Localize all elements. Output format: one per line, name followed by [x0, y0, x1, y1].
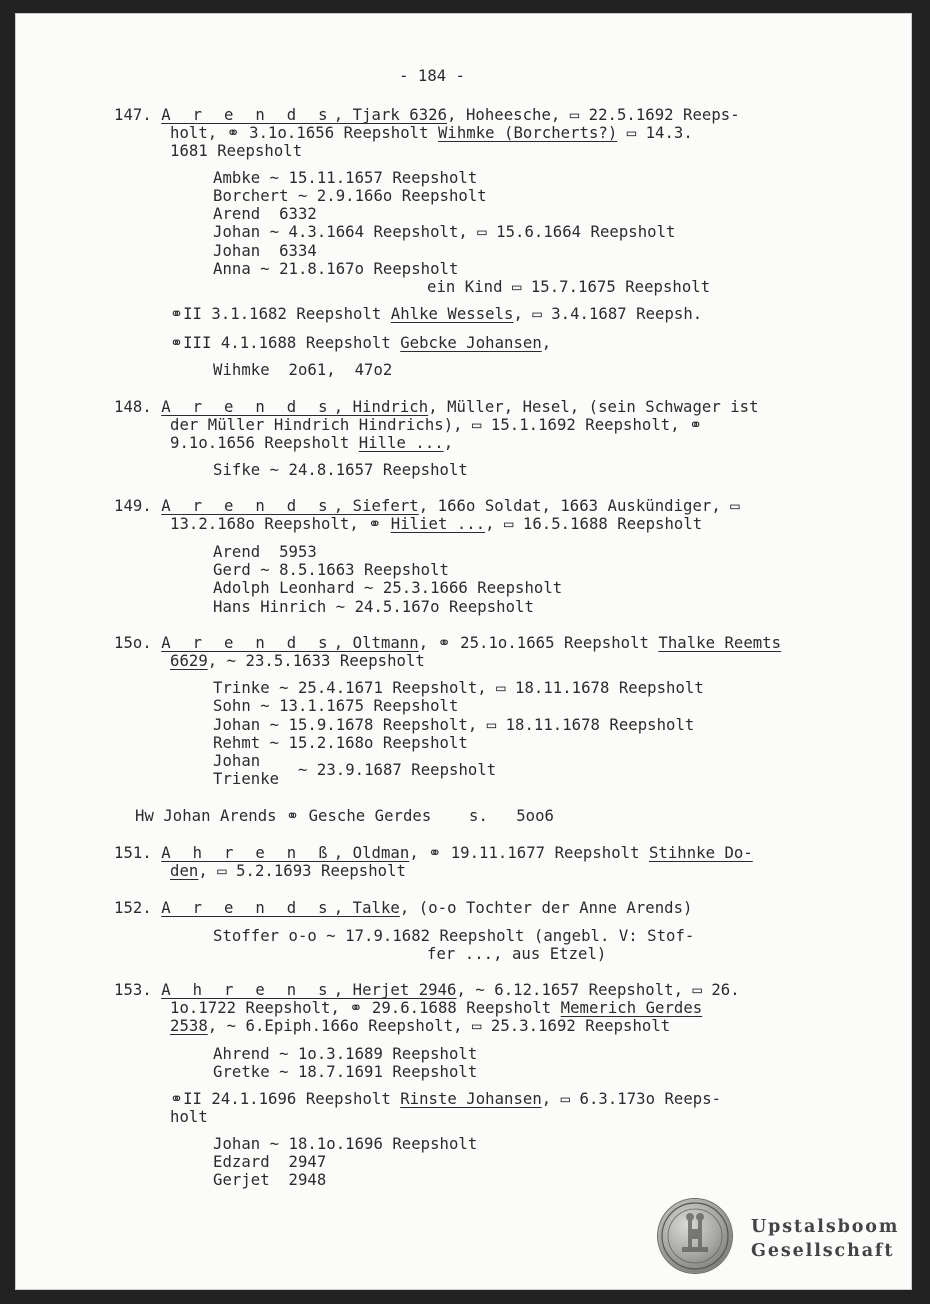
child-line: Ahrend ~ 1o.3.1689 Reepsholt: [213, 1045, 478, 1063]
child-line: Hans Hinrich ~ 24.5.167o Reepsholt: [213, 598, 534, 616]
cross-reference-note: Hw Johan Arends ⚭ Gesche Gerdes s. 5oo6: [135, 807, 554, 825]
entry-151-line-2: den, ▭ 5.2.1693 Reepsholt: [170, 862, 406, 880]
spouse-name: Ahlke Wessels: [390, 305, 514, 323]
child-line: ein Kind ▭ 15.7.1675 Reepsholt: [427, 278, 711, 296]
child-line: Trienke: [213, 770, 280, 788]
spouse-name: den: [170, 862, 199, 880]
spouse-name: Hiliet ...: [390, 515, 486, 533]
child-line: Trinke ~ 25.4.1671 Reepsholt, ▭ 18.11.1678 Reepsholt: [213, 679, 704, 697]
marriage-line: ⚭II 3.1.1682 Reepsholt Ahlke Wessels, ▭ 3.4.1687 Reepsh.: [170, 305, 703, 323]
entry-148-line-1: 148. A r e n d s, Hindrich, Müller, Hesel, (sein Schwager ist: [114, 398, 759, 416]
entry-150-line-2: 6629, ~ 23.5.1633 Reepsholt: [170, 652, 425, 670]
society-seal-icon: [658, 1199, 732, 1273]
spouse-name: 6629: [170, 652, 208, 670]
spouse-name: Hille ...: [358, 434, 444, 452]
marriage-line: ⚭III 4.1.1688 Reepsholt Gebcke Johansen,: [170, 334, 552, 352]
child-line: Ambke ~ 15.11.1657 Reepsholt: [213, 169, 478, 187]
child-line: Gerd ~ 8.5.1663 Reepsholt: [213, 561, 449, 579]
child-line: Johan ~ 18.1o.1696 Reepsholt: [213, 1135, 478, 1153]
child-line: Johan ~ 15.9.1678 Reepsholt, ▭ 18.11.1678 Reepsholt: [213, 716, 695, 734]
spouse-name: Gebcke Johansen: [400, 334, 542, 352]
entry-151-line-1: 151. A h r e n ß, Oldman, ⚭ 19.11.1677 Reepsholt Stihnke Do-: [114, 844, 753, 862]
spouse-name: Rinste Johansen: [400, 1090, 542, 1108]
entry-147-line-2: holt, ⚭ 3.1o.1656 Reepsholt Wihmke (Borcherts?) ▭ 14.3.: [170, 124, 693, 142]
child-line: Edzard 2947: [213, 1153, 327, 1171]
entry-147-line-1: 147. A r e n d s, Tjark 6326, Hoheesche, ▭ 22.5.1692 Reeps-: [114, 106, 740, 124]
child-line: Stoffer o-o ~ 17.9.1682 Reepsholt (angebl. V: Stof-: [213, 927, 695, 945]
marriage-line-2: holt: [170, 1108, 208, 1126]
child-line: Anna ~ 21.8.167o Reepsholt: [213, 260, 459, 278]
marriage-line: ⚭II 24.1.1696 Reepsholt Rinste Johansen, ▭ 6.3.173o Reeps-: [170, 1090, 722, 1108]
child-line: ~ 23.9.1687 Reepsholt: [298, 761, 497, 779]
logo-text-line-1: Upstalsboom: [751, 1217, 900, 1237]
entry-153-line-3: 2538, ~ 6.Epiph.166o Reepsholt, ▭ 25.3.1692 Reepsholt: [170, 1017, 671, 1035]
entry-149-line-1: 149. A r e n d s, Siefert, 166o Soldat, 1663 Auskündiger, ▭: [114, 497, 740, 515]
spouse-name: Stihnke Do-: [648, 844, 753, 862]
child-line: Arend 6332: [213, 205, 317, 223]
spouse-name: Memerich Gerdes: [560, 999, 703, 1017]
child-line: Sohn ~ 13.1.1675 Reepsholt: [213, 697, 459, 715]
entry-152-line-1: 152. A r e n d s, Talke, (o-o Tochter der Anne Arends): [114, 899, 693, 917]
entry-153-line-1: 153. A h r e n s, Herjet 2946, ~ 6.12.1657 Reepsholt, ▭ 26.: [114, 981, 740, 999]
child-line: fer ..., aus Etzel): [427, 945, 607, 963]
child-line: Rehmt ~ 15.2.168o Reepsholt: [213, 734, 468, 752]
document-page: [15, 13, 912, 1290]
entry-153-line-2: 1o.1722 Reepsholt, ⚭ 29.6.1688 Reepsholt Memerich Gerdes: [170, 999, 703, 1017]
page-number: - 184 -: [399, 67, 466, 85]
child-line: Adolph Leonhard ~ 25.3.1666 Reepsholt: [213, 579, 563, 597]
child-line: Johan: [213, 752, 261, 770]
spouse-name: Thalke Reemts: [658, 634, 782, 652]
child-line: Johan ~ 4.3.1664 Reepsholt, ▭ 15.6.1664 Reepsholt: [213, 223, 676, 241]
child-line: Gretke ~ 18.7.1691 Reepsholt: [213, 1063, 478, 1081]
spouse-name: 2538: [170, 1017, 208, 1035]
child-line: Borchert ~ 2.9.166o Reepsholt: [213, 187, 487, 205]
entry-149-line-2: 13.2.168o Reepsholt, ⚭ Hiliet ..., ▭ 16.5.1688 Reepsholt: [170, 515, 703, 533]
logo-text-line-2: Gesellschaft: [751, 1241, 895, 1261]
child-line: Johan 6334: [213, 242, 317, 260]
child-line: Wihmke 2o61, 47o2: [213, 361, 393, 379]
child-line: Sifke ~ 24.8.1657 Reepsholt: [213, 461, 468, 479]
child-line: Arend 5953: [213, 543, 317, 561]
entry-147-line-3: 1681 Reepsholt: [170, 142, 303, 160]
entry-148-line-2: der Müller Hindrich Hindrichs), ▭ 15.1.1692 Reepsholt, ⚭: [170, 416, 703, 434]
child-line: Gerjet 2948: [213, 1171, 327, 1189]
spouse-name: Wihmke (Borcherts?): [437, 124, 618, 142]
entry-150-line-1: 15o. A r e n d s, Oltmann, ⚭ 25.1o.1665 Reepsholt Thalke Reemts: [114, 634, 782, 652]
entry-148-line-3: 9.1o.1656 Reepsholt Hille ...,: [170, 434, 454, 452]
